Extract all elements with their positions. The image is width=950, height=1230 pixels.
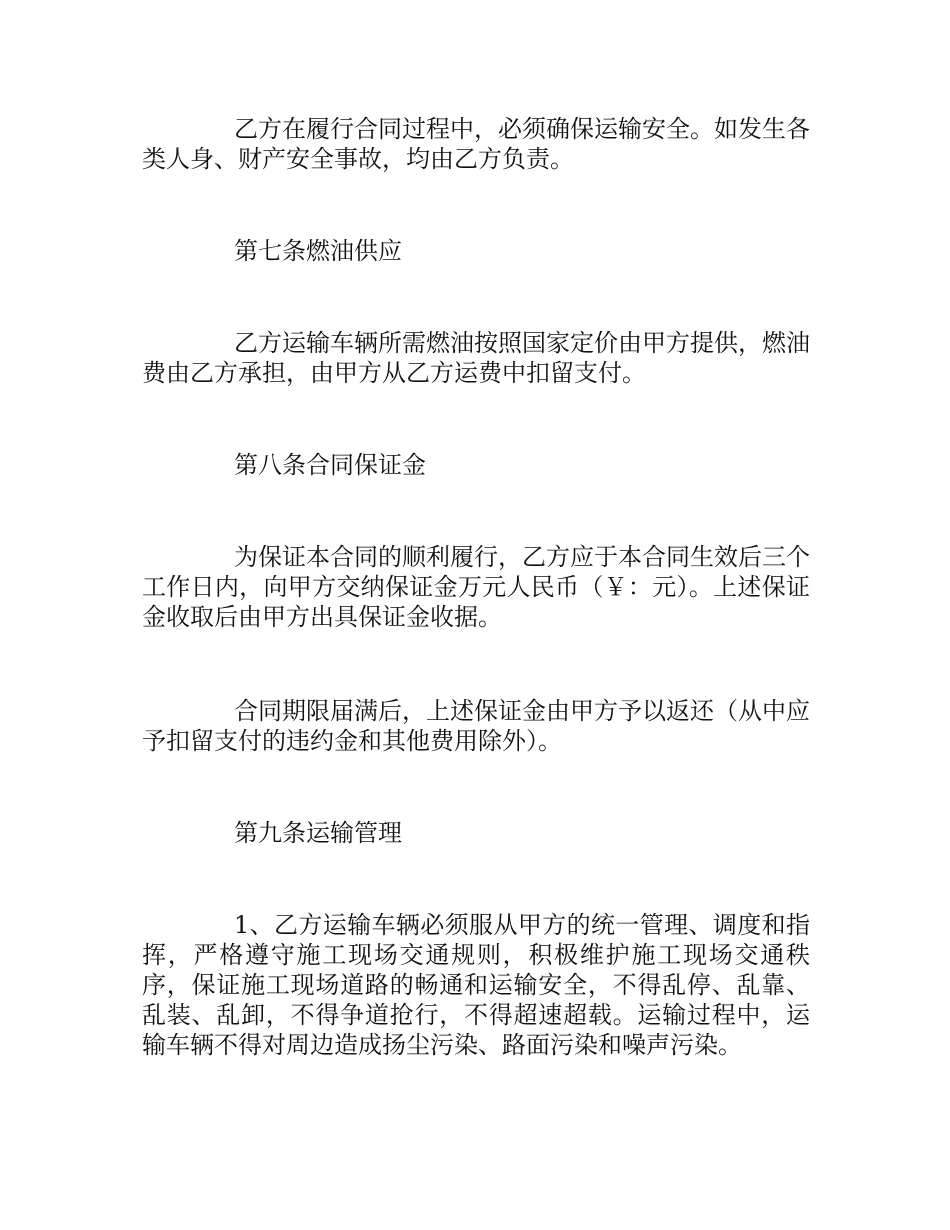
paragraph-transport-management-item-1: 1、乙方运输车辆必须服从甲方的统一管理、调度和指挥，严格遵守施工现场交通规则，积极维护施工现场交通秩序，保证施工现场道路的畅通和运输安全，不得乱停、乱靠、乱装、乱卸，不得争道抢行，不得超速超载。运输过程中，运输车辆不得对周边造成扬尘污染、路面污染和噪声污染。 [142, 911, 810, 1059]
paragraph-fuel-supply: 乙方运输车辆所需燃油按照国家定价由甲方提供，燃油费由乙方承担，由甲方从乙方运费中扣留支付。 [142, 329, 810, 387]
heading-article-9-transport-management: 第九条运输管理 [234, 819, 402, 847]
heading-article-8-contract-deposit: 第八条合同保证金 [234, 451, 426, 479]
paragraph-deposit-return: 合同期限届满后，上述保证金由甲方予以返还（从中应予扣留支付的违约金和其他费用除外）。 [142, 697, 810, 755]
paragraph-safety-responsibility: 乙方在履行合同过程中，必须确保运输安全。如发生各类人身、财产安全事故，均由乙方负责。 [142, 115, 810, 173]
heading-article-7-fuel-supply: 第七条燃油供应 [234, 237, 402, 265]
paragraph-deposit-payment: 为保证本合同的顺利履行，乙方应于本合同生效后三个工作日内，向甲方交纳保证金万元人民币（￥：元）。上述保证金收取后由甲方出具保证金收据。 [142, 543, 810, 631]
